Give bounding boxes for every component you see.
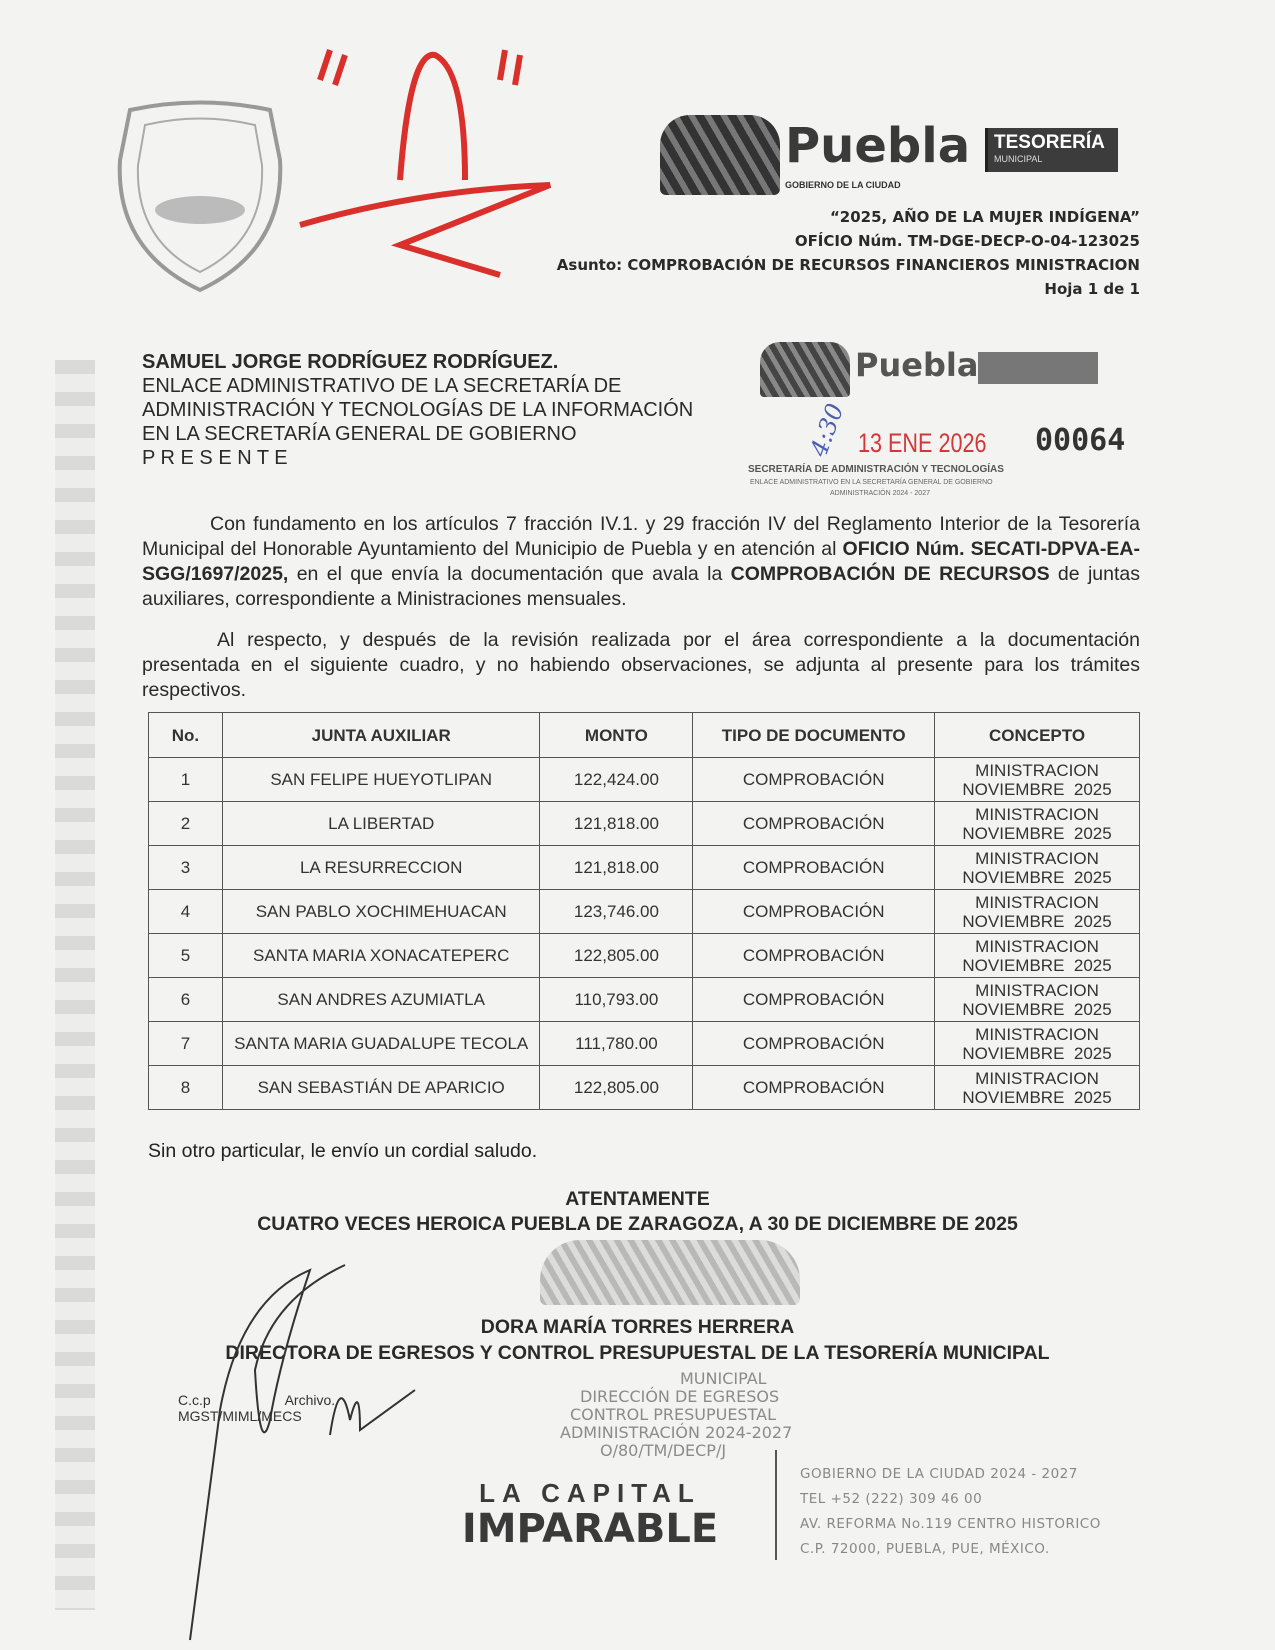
- cell-junta: SAN SEBASTIÁN DE APARICIO: [222, 1066, 540, 1110]
- cell-junta: LA LIBERTAD: [222, 802, 540, 846]
- col-header: TIPO DE DOCUMENTO: [693, 713, 935, 758]
- tesoreria-badge: [985, 128, 1118, 172]
- table-row: [149, 890, 1140, 934]
- cell-monto: 121,818.00: [540, 846, 693, 890]
- subject-line: Asunto: COMPROBACIÓN DE RECURSOS FINANCIEROS MINISTRACION: [556, 256, 1140, 274]
- presente: P R E S E N T E: [142, 447, 288, 469]
- cell-monto: 122,805.00: [540, 1066, 693, 1110]
- concepto-line: NOVIEMBRE 2025: [962, 779, 1112, 799]
- table-row: [149, 934, 1140, 978]
- logo-subtitle: GOBIERNO DE LA CIUDAD: [785, 180, 901, 190]
- cell-concepto: [935, 978, 1140, 1022]
- received-number: 00064: [1035, 423, 1126, 458]
- slogan-line-2: IMPARABLE: [461, 1506, 719, 1552]
- seal-text: CONTROL PRESUPUESTAL: [570, 1405, 776, 1424]
- seal-text: MUNICIPAL: [680, 1369, 767, 1388]
- stamp-text: SECRETARÍA DE ADMINISTRACIÓN Y TECNOLOGÍAS: [748, 464, 1004, 475]
- cell-concepto: [935, 934, 1140, 978]
- received-date: 13 ENE 2026: [858, 428, 987, 458]
- stamp-emblem-icon: [760, 342, 850, 397]
- paragraph-1: [142, 512, 1140, 612]
- cell-tipo: COMPROBACIÓN: [693, 1066, 935, 1110]
- col-header: No.: [149, 713, 223, 758]
- logo-text: Puebla: [785, 118, 971, 174]
- badge-title: TESORERÍA: [994, 132, 1105, 153]
- cell-no: 3: [149, 846, 223, 890]
- concepto-line: MINISTRACION: [975, 936, 1099, 956]
- decorative-border: [55, 360, 95, 1610]
- stamp-text: ENLACE ADMINISTRATIVO EN LA SECRETARÍA GENERAL DE GOBIERNO: [750, 479, 993, 486]
- table-row: [149, 846, 1140, 890]
- signer-name: DORA MARÍA TORRES HERRERA: [480, 1316, 795, 1338]
- cell-tipo: COMPROBACIÓN: [693, 890, 935, 934]
- cell-junta: SANTA MARIA XONACATEPERC: [222, 934, 540, 978]
- concepto-line: NOVIEMBRE 2025: [962, 999, 1112, 1019]
- concepto-line: MINISTRACION: [975, 848, 1099, 868]
- table-header-row: [149, 713, 1140, 758]
- cell-no: 2: [149, 802, 223, 846]
- col-header: CONCEPTO: [935, 713, 1140, 758]
- cell-no: 5: [149, 934, 223, 978]
- ccp-label: C.c.p: [178, 1392, 211, 1408]
- atentamente: ATENTAMENTE: [565, 1188, 710, 1210]
- municipal-seal-icon: [110, 100, 290, 295]
- cell-tipo: COMPROBACIÓN: [693, 1022, 935, 1066]
- oficio-number: OFÍCIO Núm. TM-DGE-DECP-O-04-123025: [794, 232, 1140, 250]
- table-row: [149, 1066, 1140, 1110]
- concepto-line: NOVIEMBRE 2025: [962, 1087, 1112, 1107]
- cell-tipo: COMPROBACIÓN: [693, 934, 935, 978]
- cell-concepto: [935, 846, 1140, 890]
- initials: MGST/MIML/MECS: [178, 1408, 302, 1424]
- cell-concepto: [935, 1066, 1140, 1110]
- addressee-block: [142, 350, 693, 470]
- concepto-line: MINISTRACION: [975, 980, 1099, 1000]
- address-line: GOBIERNO DE LA CIUDAD 2024 - 2027: [800, 1466, 1078, 1482]
- slogan-line-1: LA CAPITAL: [479, 1478, 701, 1508]
- stamp-badge: [978, 352, 1098, 384]
- concepto-line: NOVIEMBRE 2025: [962, 867, 1112, 887]
- cell-no: 8: [149, 1066, 223, 1110]
- p1-text: en el que envía la documentación que avala la: [288, 563, 731, 585]
- cell-monto: 122,424.00: [540, 758, 693, 802]
- address-line: C.P. 72000, PUEBLA, PUE, MÉXICO.: [800, 1541, 1050, 1557]
- addressee-name: SAMUEL JORGE RODRÍGUEZ RODRÍGUEZ.: [142, 351, 559, 373]
- la-capital-imparable-logo: [440, 1478, 740, 1552]
- stamp-logo-text: Puebla: [855, 346, 979, 384]
- place-date: CUATRO VECES HEROICA PUEBLA DE ZARAGOZA, A 30 DE DICIEMBRE DE 2025: [257, 1213, 1018, 1235]
- p1-text: de juntas auxiliares, correspondiente a Ministraciones mensuales.: [142, 563, 1141, 610]
- cell-tipo: COMPROBACIÓN: [693, 758, 935, 802]
- cell-tipo: COMPROBACIÓN: [693, 978, 935, 1022]
- addressee-line: ADMINISTRACIÓN Y TECNOLOGÍAS DE LA INFORMACIÓN: [142, 399, 694, 421]
- concepto-line: MINISTRACION: [975, 892, 1099, 912]
- concepto-line: MINISTRACION: [975, 1068, 1099, 1088]
- cell-no: 6: [149, 978, 223, 1022]
- cell-junta: LA RESURRECCION: [222, 846, 540, 890]
- address-line: AV. REFORMA No.119 CENTRO HISTORICO: [800, 1516, 1101, 1532]
- concepto-line: NOVIEMBRE 2025: [962, 823, 1112, 843]
- cell-no: 4: [149, 890, 223, 934]
- p1-bold: COMPROBACIÓN DE RECURSOS: [730, 563, 1050, 585]
- cell-no: 1: [149, 758, 223, 802]
- cell-monto: 110,793.00: [540, 978, 693, 1022]
- col-header: JUNTA AUXILIAR: [222, 713, 540, 758]
- ccp-block: [178, 1392, 335, 1424]
- concepto-line: MINISTRACION: [975, 804, 1099, 824]
- puebla-tesoreria-logo: [660, 110, 1120, 200]
- footer-address: [800, 1462, 1101, 1562]
- cell-monto: 123,746.00: [540, 890, 693, 934]
- handwritten-signature: [160, 1260, 420, 1650]
- cell-concepto: [935, 1022, 1140, 1066]
- addressee-line: ENLACE ADMINISTRATIVO DE LA SECRETARÍA DE: [142, 375, 622, 397]
- stamp-text: ADMINISTRACIÓN 2024 - 2027: [830, 490, 930, 497]
- handwritten-time: 4:30: [804, 399, 850, 461]
- table-row: [149, 758, 1140, 802]
- cell-monto: 122,805.00: [540, 934, 693, 978]
- address-line: TEL +52 (222) 309 46 00: [800, 1491, 983, 1507]
- received-stamp: [748, 338, 1140, 503]
- cell-junta: SAN ANDRES AZUMIATLA: [222, 978, 540, 1022]
- concepto-line: NOVIEMBRE 2025: [962, 911, 1112, 931]
- p1-text: Con fundamento en los artículos 7 fracción IV.1. y 29 fracción IV del Reglamento Interior de la Tesorería Municipal del Honorable Ayuntamiento del Municipio de Puebla y en atención al: [142, 513, 1140, 560]
- table-row: [149, 1022, 1140, 1066]
- cell-junta: SAN FELIPE HUEYOTLIPAN: [222, 758, 540, 802]
- cell-concepto: [935, 890, 1140, 934]
- concepto-line: NOVIEMBRE 2025: [962, 955, 1112, 975]
- cell-monto: 111,780.00: [540, 1022, 693, 1066]
- paragraph-2: Al respecto, y después de la revisión realizada por el área correspondiente a la documentación presentada en el siguiente cuadro, y no habiendo observaciones, se adjunta al presente para los trámites respectivos.: [142, 629, 1140, 701]
- signer-title: DIRECTORA DE EGRESOS Y CONTROL PRESUPUESTAL DE LA TESORERÍA MUNICIPAL: [225, 1342, 1050, 1364]
- logo-emblem-icon: [660, 115, 780, 195]
- p1-oficio: OFICIO Núm. SECATI-DPVA-EA-SGG/1697/2025,: [142, 538, 1141, 585]
- addressee-line: EN LA SECRETARÍA GENERAL DE GOBIERNO: [142, 423, 577, 445]
- farewell: Sin otro particular, le envío un cordial saludo.: [148, 1140, 538, 1162]
- cell-concepto: [935, 758, 1140, 802]
- seal-text: O/80/TM/DECP/J: [600, 1441, 727, 1460]
- cell-tipo: COMPROBACIÓN: [693, 846, 935, 890]
- concepto-line: NOVIEMBRE 2025: [962, 1043, 1112, 1063]
- juntas-table: [148, 712, 1140, 1110]
- cell-monto: 121,818.00: [540, 802, 693, 846]
- year-motto: “2025, AÑO DE LA MUJER INDÍGENA”: [829, 208, 1140, 226]
- seal-text: ADMINISTRACIÓN 2024-2027: [560, 1423, 793, 1442]
- red-mark-annotation: [290, 30, 570, 280]
- concepto-line: MINISTRACION: [975, 760, 1099, 780]
- seal-text: DIRECCIÓN DE EGRESOS: [580, 1387, 780, 1406]
- cell-no: 7: [149, 1022, 223, 1066]
- cell-tipo: COMPROBACIÓN: [693, 802, 935, 846]
- concepto-line: MINISTRACION: [975, 1024, 1099, 1044]
- seal-emblem-icon: [540, 1240, 800, 1305]
- cell-junta: SANTA MARIA GUADALUPE TECOLA: [222, 1022, 540, 1066]
- table-row: [149, 802, 1140, 846]
- footer-divider: [775, 1450, 777, 1560]
- cell-concepto: [935, 802, 1140, 846]
- page-count: Hoja 1 de 1: [1044, 280, 1140, 298]
- archivo-label: Archivo.: [284, 1392, 336, 1408]
- table-row: [149, 978, 1140, 1022]
- badge-sub: MUNICIPAL: [994, 154, 1043, 164]
- cell-junta: SAN PABLO XOCHIMEHUACAN: [222, 890, 540, 934]
- col-header: MONTO: [540, 713, 693, 758]
